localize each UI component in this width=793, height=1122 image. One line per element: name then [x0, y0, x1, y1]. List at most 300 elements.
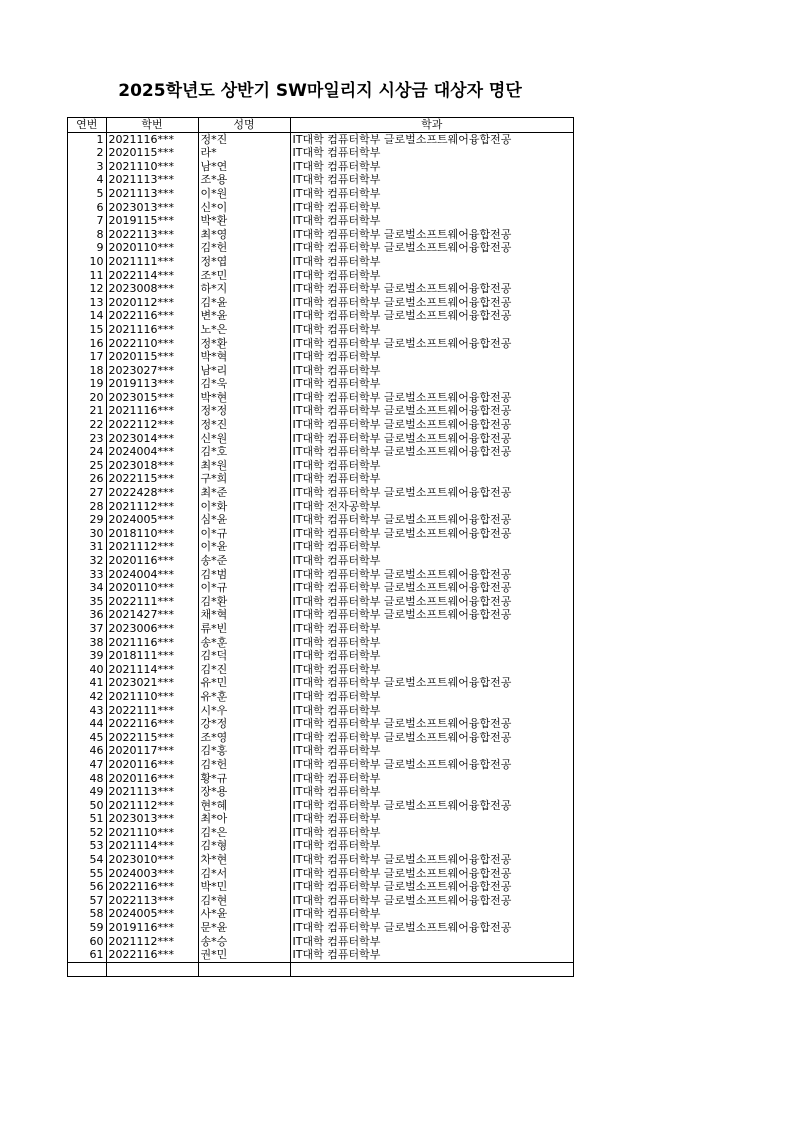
- cell-dept: IT대학 컴퓨터학부: [292, 540, 381, 554]
- cell-dept: IT대학 컴퓨터학부: [292, 214, 381, 228]
- cell-student-id: 2021112***: [106, 540, 198, 554]
- cell-student-id: 2021114***: [106, 839, 198, 853]
- cell-name: 김*헌: [198, 758, 290, 772]
- cell-name: 현*혜: [198, 799, 290, 813]
- cell-name: 조*영: [198, 731, 290, 745]
- cell-no: 9: [68, 241, 106, 255]
- cell-name: 김*범: [198, 568, 290, 582]
- cell-name: 장*용: [198, 785, 290, 799]
- cell-name: 정*엽: [198, 255, 290, 269]
- cell-student-id: 2018110***: [106, 527, 198, 541]
- table-row: [68, 404, 573, 418]
- table-row: [68, 214, 573, 228]
- blank-cell: [290, 962, 573, 976]
- cell-student-id: 2022116***: [106, 880, 198, 894]
- cell-student-id: 2024005***: [106, 513, 198, 527]
- table-row: [68, 867, 573, 881]
- cell-name: 박*환: [198, 214, 290, 228]
- table-row: [68, 581, 573, 595]
- cell-no: 24: [68, 445, 106, 459]
- table-row: [68, 527, 573, 541]
- cell-name: 김*서: [198, 867, 290, 881]
- cell-name: 변*윤: [198, 309, 290, 323]
- cell-student-id: 2023010***: [106, 853, 198, 867]
- cell-dept: IT대학 컴퓨터학부 글로벌소프트웨어융합전공: [292, 594, 512, 608]
- cell-dept: IT대학 컴퓨터학부: [292, 159, 381, 173]
- cell-dept: IT대학 컴퓨터학부 글로벌소프트웨어융합전공: [292, 866, 512, 880]
- cell-no: 12: [68, 282, 106, 296]
- cell-no: 53: [68, 839, 106, 853]
- cell-no: 16: [68, 337, 106, 351]
- cell-no: 50: [68, 799, 106, 813]
- cell-no: 43: [68, 704, 106, 718]
- cell-no: 13: [68, 296, 106, 310]
- cell-student-id: 2022428***: [106, 486, 198, 500]
- cell-dept: IT대학 전자공학부: [292, 499, 381, 513]
- cell-no: 11: [68, 269, 106, 283]
- cell-dept: IT대학 컴퓨터학부 글로벌소프트웨어융합전공: [292, 581, 512, 595]
- cell-student-id: 2021116***: [106, 132, 198, 146]
- table-row: [68, 132, 573, 146]
- header-dept: 학과: [290, 118, 573, 132]
- cell-no: 56: [68, 880, 106, 894]
- cell-no: 41: [68, 676, 106, 690]
- cell-student-id: 2022113***: [106, 894, 198, 908]
- cell-student-id: 2021427***: [106, 608, 198, 622]
- table-row: [68, 173, 573, 187]
- cell-name: 정*진: [198, 418, 290, 432]
- table-row: [68, 241, 573, 255]
- table-row: [68, 255, 573, 269]
- cell-no: 48: [68, 772, 106, 786]
- table-row: [68, 296, 573, 310]
- cell-no: 34: [68, 581, 106, 595]
- cell-dept: IT대학 컴퓨터학부: [292, 173, 381, 187]
- cell-name: 박*혁: [198, 350, 290, 364]
- cell-name: 조*민: [198, 269, 290, 283]
- cell-dept: IT대학 컴퓨터학부: [292, 254, 381, 268]
- cell-student-id: 2020110***: [106, 581, 198, 595]
- table-row: [68, 717, 573, 731]
- cell-student-id: 2022114***: [106, 269, 198, 283]
- cell-dept: IT대학 컴퓨터학부: [292, 839, 381, 853]
- cell-student-id: 2021112***: [106, 935, 198, 949]
- cell-no: 4: [68, 173, 106, 187]
- cell-no: 20: [68, 391, 106, 405]
- table-row: [68, 839, 573, 853]
- cell-student-id: 2024005***: [106, 907, 198, 921]
- cell-student-id: 2020115***: [106, 350, 198, 364]
- cell-dept: IT대학 컴퓨터학부: [292, 689, 381, 703]
- cell-dept: IT대학 컴퓨터학부 글로벌소프트웨어융합전공: [292, 513, 512, 527]
- cell-student-id: 2021116***: [106, 404, 198, 418]
- cell-name: 김*형: [198, 839, 290, 853]
- cell-student-id: 2020116***: [106, 554, 198, 568]
- cell-no: 7: [68, 214, 106, 228]
- table-row: [68, 323, 573, 337]
- cell-no: 22: [68, 418, 106, 432]
- cell-name: 문*윤: [198, 921, 290, 935]
- cell-dept: IT대학 컴퓨터학부 글로벌소프트웨어융합전공: [292, 526, 512, 540]
- cell-no: 5: [68, 187, 106, 201]
- cell-no: 39: [68, 649, 106, 663]
- cell-no: 26: [68, 472, 106, 486]
- table-row: [68, 500, 573, 514]
- cell-name: 송*준: [198, 554, 290, 568]
- cell-student-id: 2021116***: [106, 323, 198, 337]
- cell-name: 김*홍: [198, 744, 290, 758]
- cell-no: 15: [68, 323, 106, 337]
- table-row: [68, 785, 573, 799]
- cell-no: 1: [68, 132, 106, 146]
- cell-dept: IT대학 컴퓨터학부: [292, 621, 381, 635]
- cell-dept: IT대학 컴퓨터학부: [292, 350, 381, 364]
- cell-student-id: 2023014***: [106, 432, 198, 446]
- cell-dept: IT대학 컴퓨터학부: [292, 146, 381, 160]
- table-row: [68, 513, 573, 527]
- table-row: [68, 636, 573, 650]
- cell-name: 박*현: [198, 391, 290, 405]
- table-row: [68, 228, 573, 242]
- cell-no: 2: [68, 146, 106, 160]
- cell-student-id: 2021112***: [106, 500, 198, 514]
- cell-dept: IT대학 컴퓨터학부 글로벌소프트웨어융합전공: [292, 717, 512, 731]
- cell-student-id: 2020116***: [106, 758, 198, 772]
- cell-name: 이*규: [198, 581, 290, 595]
- cell-no: 3: [68, 160, 106, 174]
- cell-no: 27: [68, 486, 106, 500]
- table-row: [68, 146, 573, 160]
- cell-dept: IT대학 컴퓨터학부 글로벌소프트웨어융합전공: [292, 418, 512, 432]
- cell-name: 최*영: [198, 228, 290, 242]
- cell-no: 37: [68, 622, 106, 636]
- cell-student-id: 2021113***: [106, 173, 198, 187]
- table-row: [68, 826, 573, 840]
- cell-no: 47: [68, 758, 106, 772]
- cell-student-id: 2019116***: [106, 921, 198, 935]
- cell-student-id: 2022113***: [106, 228, 198, 242]
- table-row: [68, 486, 573, 500]
- table-row: [68, 309, 573, 323]
- table-row: [68, 894, 573, 908]
- cell-name: 남*연: [198, 160, 290, 174]
- cell-name: 구*희: [198, 472, 290, 486]
- table-row: [68, 269, 573, 283]
- table-row: [68, 595, 573, 609]
- cell-name: 차*현: [198, 853, 290, 867]
- cell-name: 김*윤: [198, 296, 290, 310]
- cell-no: 8: [68, 228, 106, 242]
- header-student-id: 학번: [106, 118, 198, 132]
- cell-name: 신*이: [198, 201, 290, 215]
- cell-no: 6: [68, 201, 106, 215]
- cell-name: 최*원: [198, 459, 290, 473]
- cell-dept: IT대학 컴퓨터학부 글로벌소프트웨어융합전공: [292, 853, 512, 867]
- cell-dept: IT대학 컴퓨터학부 글로벌소프트웨어융합전공: [292, 893, 512, 907]
- cell-student-id: 2022110***: [106, 337, 198, 351]
- cell-dept: IT대학 컴퓨터학부: [292, 662, 381, 676]
- table-row: [68, 350, 573, 364]
- cell-no: 32: [68, 554, 106, 568]
- cell-dept: IT대학 컴퓨터학부 글로벌소프트웨어융합전공: [292, 295, 512, 309]
- table-row: [68, 377, 573, 391]
- cell-dept: IT대학 컴퓨터학부 글로벌소프트웨어융합전공: [292, 445, 512, 459]
- table-header-row: [68, 118, 573, 132]
- cell-dept: IT대학 컴퓨터학부 글로벌소프트웨어융합전공: [292, 757, 512, 771]
- cell-no: 38: [68, 636, 106, 650]
- cell-dept: IT대학 컴퓨터학부: [292, 377, 381, 391]
- cell-dept: IT대학 컴퓨터학부 글로벌소프트웨어융합전공: [292, 390, 512, 404]
- cell-dept: IT대학 컴퓨터학부: [292, 948, 381, 962]
- cell-name: 이*화: [198, 500, 290, 514]
- cell-student-id: 2022116***: [106, 717, 198, 731]
- cell-no: 44: [68, 717, 106, 731]
- table-row: [68, 160, 573, 174]
- cell-name: 이*원: [198, 187, 290, 201]
- cell-name: 최*아: [198, 812, 290, 826]
- cell-name: 최*준: [198, 486, 290, 500]
- cell-dept: IT대학 컴퓨터학부 글로벌소프트웨어융합전공: [292, 241, 512, 255]
- cell-dept: IT대학 컴퓨터학부: [292, 200, 381, 214]
- cell-name: 김*환: [198, 595, 290, 609]
- table-row: [68, 744, 573, 758]
- table-row: [68, 554, 573, 568]
- cell-name: 김*욱: [198, 377, 290, 391]
- table-row: [68, 948, 573, 962]
- cell-dept: IT대학 컴퓨터학부 글로벌소프트웨어융합전공: [292, 404, 512, 418]
- cell-name: 정*환: [198, 337, 290, 351]
- cell-dept: IT대학 컴퓨터학부: [292, 363, 381, 377]
- cell-name: 남*리: [198, 364, 290, 378]
- cell-student-id: 2022116***: [106, 309, 198, 323]
- cell-student-id: 2024004***: [106, 445, 198, 459]
- table-row: [68, 758, 573, 772]
- cell-no: 28: [68, 500, 106, 514]
- cell-no: 29: [68, 513, 106, 527]
- cell-student-id: 2023008***: [106, 282, 198, 296]
- cell-dept: IT대학 컴퓨터학부: [292, 771, 381, 785]
- table-row: [68, 187, 573, 201]
- cell-dept: IT대학 컴퓨터학부 글로벌소프트웨어융합전공: [292, 567, 512, 581]
- header-no: 연번: [68, 118, 106, 132]
- cell-student-id: 2022115***: [106, 731, 198, 745]
- cell-name: 시*우: [198, 704, 290, 718]
- cell-name: 채*혁: [198, 608, 290, 622]
- cell-no: 30: [68, 527, 106, 541]
- cell-no: 49: [68, 785, 106, 799]
- cell-student-id: 2019115***: [106, 214, 198, 228]
- table-row: [68, 690, 573, 704]
- cell-name: 김*호: [198, 445, 290, 459]
- table-row: [68, 568, 573, 582]
- table-row: [68, 418, 573, 432]
- cell-dept: IT대학 컴퓨터학부: [292, 635, 381, 649]
- cell-no: 52: [68, 826, 106, 840]
- cell-student-id: 2021113***: [106, 187, 198, 201]
- cell-name: 김*현: [198, 894, 290, 908]
- cell-no: 33: [68, 568, 106, 582]
- cell-no: 21: [68, 404, 106, 418]
- cell-name: 송*승: [198, 935, 290, 949]
- cell-dept: IT대학 컴퓨터학부 글로벌소프트웨어융합전공: [292, 309, 512, 323]
- cell-no: 46: [68, 744, 106, 758]
- cell-dept: IT대학 컴퓨터학부: [292, 703, 381, 717]
- cell-no: 17: [68, 350, 106, 364]
- table-row: [68, 445, 573, 459]
- cell-student-id: 2019113***: [106, 377, 198, 391]
- cell-name: 노*은: [198, 323, 290, 337]
- cell-student-id: 2021110***: [106, 160, 198, 174]
- table-row: [68, 649, 573, 663]
- cell-dept: IT대학 컴퓨터학부 글로벌소프트웨어융합전공: [292, 676, 512, 690]
- cell-dept: IT대학 컴퓨터학부: [292, 186, 381, 200]
- blank-cell: [68, 962, 106, 976]
- cell-dept: IT대학 컴퓨터학부 글로벌소프트웨어융합전공: [292, 486, 512, 500]
- cell-student-id: 2023027***: [106, 364, 198, 378]
- cell-student-id: 2023021***: [106, 676, 198, 690]
- table-row: [68, 935, 573, 949]
- recipient-table: [68, 118, 573, 976]
- cell-student-id: 2022116***: [106, 948, 198, 962]
- table-row: [68, 608, 573, 622]
- cell-dept: IT대학 컴퓨터학부 글로벌소프트웨어융합전공: [292, 431, 512, 445]
- cell-dept: IT대학 컴퓨터학부: [292, 934, 381, 948]
- cell-no: 57: [68, 894, 106, 908]
- cell-no: 42: [68, 690, 106, 704]
- cell-student-id: 2023015***: [106, 391, 198, 405]
- cell-name: 박*민: [198, 880, 290, 894]
- cell-name: 권*민: [198, 948, 290, 962]
- cell-no: 23: [68, 432, 106, 446]
- cell-student-id: 2024004***: [106, 568, 198, 582]
- table-row: [68, 282, 573, 296]
- cell-student-id: 2022115***: [106, 472, 198, 486]
- cell-dept: IT대학 컴퓨터학부: [292, 554, 381, 567]
- cell-dept: IT대학 컴퓨터학부 글로벌소프트웨어융합전공: [292, 336, 512, 350]
- table-row: [68, 921, 573, 935]
- blank-cell: [106, 962, 198, 976]
- page-title: 2025학년도 상반기 SW마일리지 시상금 대상자 명단: [118, 81, 522, 101]
- cell-name: 사*윤: [198, 907, 290, 921]
- cell-no: 59: [68, 921, 106, 935]
- table-row: [68, 337, 573, 351]
- cell-name: 신*원: [198, 432, 290, 446]
- cell-dept: IT대학 컴퓨터학부 글로벌소프트웨어융합전공: [292, 880, 512, 894]
- cell-name: 김*덕: [198, 649, 290, 663]
- cell-dept: IT대학 컴퓨터학부 글로벌소프트웨어융합전공: [292, 282, 512, 296]
- cell-no: 45: [68, 731, 106, 745]
- cell-dept: IT대학 컴퓨터학부 글로벌소프트웨어융합전공: [292, 798, 512, 812]
- table-row: [68, 676, 573, 690]
- cell-dept: IT대학 컴퓨터학부: [292, 825, 381, 839]
- cell-no: 60: [68, 935, 106, 949]
- cell-dept: IT대학 컴퓨터학부: [292, 322, 381, 336]
- cell-student-id: 2020117***: [106, 744, 198, 758]
- cell-no: 36: [68, 608, 106, 622]
- cell-student-id: 2023006***: [106, 622, 198, 636]
- table-body: [68, 132, 573, 962]
- cell-student-id: 2021116***: [106, 636, 198, 650]
- cell-no: 31: [68, 540, 106, 554]
- cell-student-id: 2020116***: [106, 772, 198, 786]
- cell-student-id: 2018111***: [106, 649, 198, 663]
- cell-dept: IT대학 컴퓨터학부: [292, 472, 381, 486]
- cell-name: 유*훈: [198, 690, 290, 704]
- cell-name: 이*규: [198, 527, 290, 541]
- table-row: [68, 472, 573, 486]
- cell-dept: IT대학 컴퓨터학부 글로벌소프트웨어융합전공: [292, 132, 512, 146]
- cell-name: 김*헌: [198, 241, 290, 255]
- cell-no: 10: [68, 255, 106, 269]
- cell-student-id: 2021111***: [106, 255, 198, 269]
- cell-name: 정*진: [198, 132, 290, 146]
- table-row: [68, 772, 573, 786]
- cell-dept: IT대학 컴퓨터학부: [292, 785, 381, 799]
- cell-dept: IT대학 컴퓨터학부: [292, 744, 381, 758]
- table-row: [68, 731, 573, 745]
- cell-student-id: 2021114***: [106, 663, 198, 677]
- cell-dept: IT대학 컴퓨터학부 글로벌소프트웨어융합전공: [292, 608, 512, 622]
- table-row: [68, 201, 573, 215]
- cell-student-id: 2023018***: [106, 459, 198, 473]
- table-row: [68, 622, 573, 636]
- cell-student-id: 2022111***: [106, 595, 198, 609]
- cell-no: 40: [68, 663, 106, 677]
- table-row: [68, 907, 573, 921]
- cell-student-id: 2022112***: [106, 418, 198, 432]
- blank-cell: [198, 962, 290, 976]
- cell-no: 54: [68, 853, 106, 867]
- cell-student-id: 2021113***: [106, 785, 198, 799]
- header-name: 성명: [198, 118, 290, 132]
- cell-no: 18: [68, 364, 106, 378]
- table-row: [68, 704, 573, 718]
- cell-name: 이*윤: [198, 540, 290, 554]
- cell-no: 58: [68, 907, 106, 921]
- cell-no: 61: [68, 948, 106, 962]
- table-row: [68, 812, 573, 826]
- cell-student-id: 2020112***: [106, 296, 198, 310]
- cell-name: 강*정: [198, 717, 290, 731]
- recipient-table-frame: [67, 117, 574, 977]
- cell-no: 25: [68, 459, 106, 473]
- cell-name: 유*민: [198, 676, 290, 690]
- table-row: [68, 540, 573, 554]
- table-row: [68, 391, 573, 405]
- cell-name: 심*윤: [198, 513, 290, 527]
- cell-name: 라*: [198, 146, 290, 160]
- cell-dept: IT대학 컴퓨터학부: [292, 812, 381, 826]
- cell-dept: IT대학 컴퓨터학부 글로벌소프트웨어융합전공: [292, 730, 512, 744]
- table-row: [68, 799, 573, 813]
- cell-name: 하*지: [198, 282, 290, 296]
- table-row: [68, 880, 573, 894]
- cell-student-id: 2022111***: [106, 704, 198, 718]
- cell-student-id: 2023013***: [106, 201, 198, 215]
- cell-dept: IT대학 컴퓨터학부: [292, 268, 381, 282]
- table-row: [68, 364, 573, 378]
- cell-no: 19: [68, 377, 106, 391]
- cell-dept: IT대학 컴퓨터학부 글로벌소프트웨어융합전공: [292, 921, 512, 935]
- cell-no: 35: [68, 595, 106, 609]
- cell-no: 55: [68, 867, 106, 881]
- cell-dept: IT대학 컴퓨터학부: [292, 907, 381, 921]
- cell-name: 류*빈: [198, 622, 290, 636]
- cell-name: 김*진: [198, 663, 290, 677]
- cell-name: 황*규: [198, 772, 290, 786]
- table-row: [68, 853, 573, 867]
- cell-name: 송*훈: [198, 636, 290, 650]
